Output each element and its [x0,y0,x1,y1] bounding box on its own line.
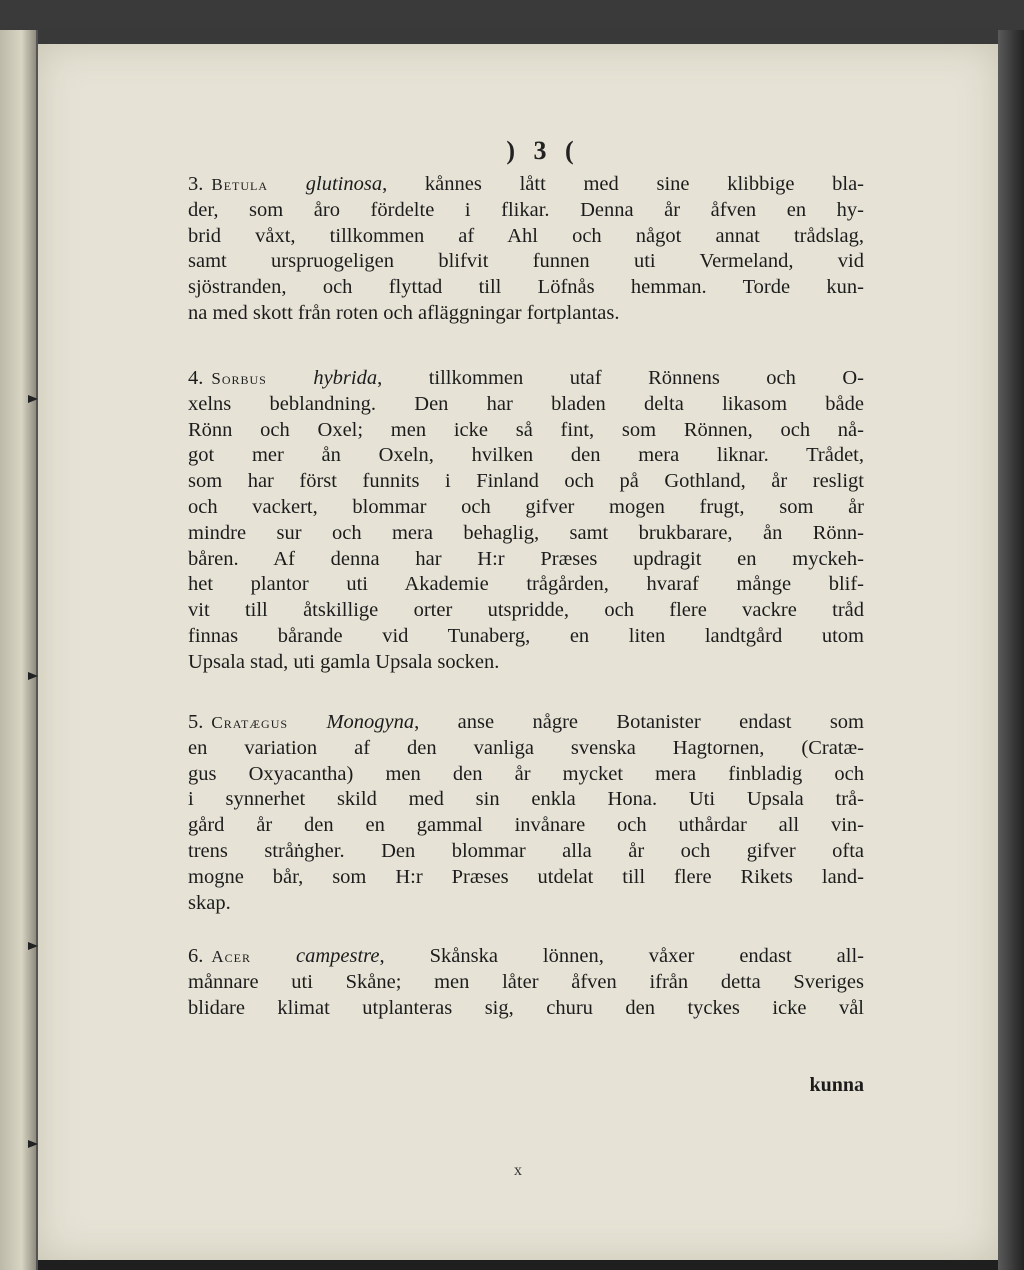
text-line: brid våxt, tillkommen af Ahl och något annat trådslag, [188,224,864,247]
text-line: mogne bår, som H:r Præses utdelat till flere Rikets land- [188,865,864,888]
paragraph-number: 3. [188,173,204,195]
text-line: samt urspruogeligen blifvit funnen uti Vermeland, vid [188,250,864,273]
species-name: hybrida [313,367,378,389]
genus-name: Sorbus [211,369,267,388]
paragraph-acer [188,944,864,1021]
genus-name: Cratægus [211,713,289,732]
page-edge-shadow [998,30,1024,1270]
text-line: i synnerhet skild med sin enkla Hona. Uti Upsala trå- [188,788,864,811]
book-page [38,44,998,1260]
catchword: kunna [809,1074,864,1096]
genus-name: Acer [211,947,251,966]
paragraph-crataegus [188,710,864,916]
signature-mark: x [514,1162,522,1179]
text-line: Rönn och Oxel; men icke så fint, som Rönnen, och nå- [188,418,864,441]
text-line: trens stråṅgher. Den blommar alla år och gifver ofta [188,839,864,862]
paragraph-number: 4. [188,367,204,389]
text-line: Upsala stad, uti gamla Upsala socken. [188,650,500,673]
text-line: sjöstranden, och flyttad till Löfnås hemman. Torde kun- [188,276,864,299]
species-name: Monogyna [326,711,415,733]
text-line: blidare klimat utplanteras sig, churu den tyckes icke vål [188,996,864,1019]
text-line: , Skånska lönnen, våxer endast all- [379,945,864,967]
paragraph-number: 6. [188,945,204,967]
paragraph-number: 5. [188,711,204,733]
paragraph-sorbus [188,366,864,676]
text-line: na med skott från roten och afläggningar fortplantas. [188,301,620,324]
text-line: vit till åtskillige orter utspridde, och flere vackre tråd [188,599,864,622]
text-line: månnare uti Skåne; men låter åfven ifrån detta Sveriges [188,970,864,993]
text-line: gård år den en gammal invånare och uthårdar all vin- [188,814,864,837]
text-line: got mer ån Oxeln, hvilken den mera liknar. Trådet, [188,444,864,467]
text-line: der, som åro fördelte i flikar. Denna år åfven en hy- [188,198,864,221]
text-line: och vackert, blommar och gifver mogen frugt, som år [188,495,864,518]
text-line: som har först funnits i Finland och på Gothland, år resligt [188,470,864,493]
species-name: campestre [295,945,380,967]
text-line: mindre sur och mera behaglig, samt brukbarare, ån Rönn- [188,521,864,544]
text-line: het plantor uti Akademie trågården, hvaraf månge blif- [188,573,864,596]
text-line: båren. Af denna har H:r Præses updragit en myckeh- [188,547,864,570]
genus-name: Betula [211,175,269,194]
text-line: , kånnes lått med sine klibbige bla- [382,173,864,195]
text-line: skap. [188,891,231,914]
left-page-edge [0,30,38,1270]
text-line: xelns beblandning. Den har bladen delta likasom både [188,392,864,415]
text-line: en variation af den vanliga svenska Hagtornen, (Cratæ- [188,736,864,759]
species-name: glutinosa [305,173,383,195]
page-header: ) 3 ( [506,136,580,165]
paragraph-betula [188,172,864,327]
text-line: gus Oxyacantha) men den år mycket mera finbladig och [188,762,864,785]
text-line: , anse någre Botanister endast som [414,711,864,733]
text-line: , tillkommen utaf Rönnens och O- [377,367,864,389]
text-line: finnas bårande vid Tunaberg, en liten landtgård utom [188,624,864,647]
